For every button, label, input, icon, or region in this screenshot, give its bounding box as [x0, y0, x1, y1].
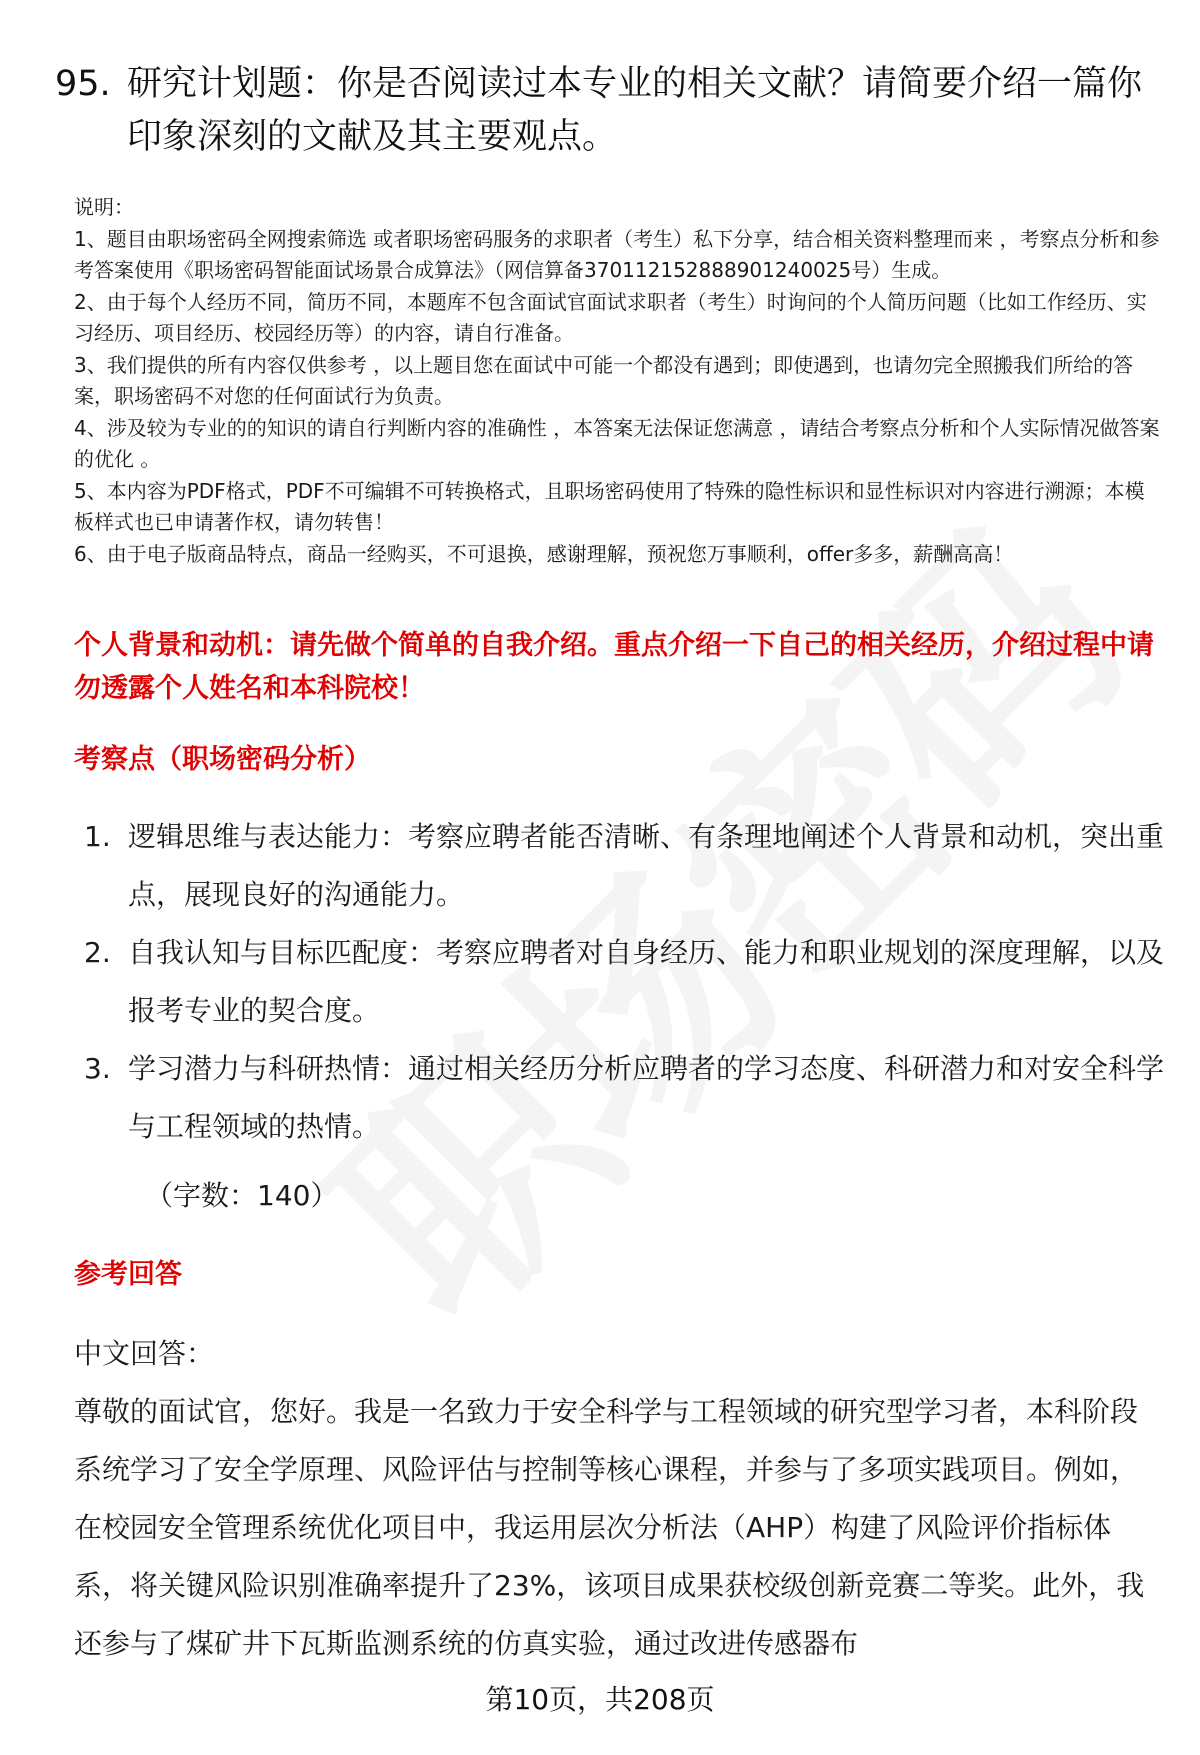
question-title — [55, 58, 1155, 164]
point-text: 学习潜力与科研热情：通过相关经历分析应聘者的学习态度、科研潜力和对安全科学与工程领域的热情。 — [128, 1052, 1165, 1143]
point-number: 1. — [84, 820, 111, 853]
word-count: （字数：140） — [145, 1179, 339, 1212]
reference-answer — [74, 1325, 1164, 1673]
note-item-3: 3、我们提供的所有内容仅供参考 ，以上题目您在面试中可能一个都没有遇到；即使遇到，也请勿完全照搬我们所给的答案，职场密码不对您的任何面试行为负责。 — [74, 352, 1134, 408]
analysis-heading: 考察点（职场密码分析） — [74, 744, 371, 775]
analysis-point-2 — [74, 924, 1164, 1040]
note-item-6: 6、由于电子版商品特点，商品一经购买，不可退换，感谢理解，预祝您万事顺利，offer多多，薪酬高高！ — [74, 541, 1014, 566]
reference-heading: 参考回答 — [74, 1259, 182, 1290]
question-text: 研究计划题：你是否阅读过本专业的相关文献？请简要介绍一篇你印象深刻的文献及其主要观点。 — [127, 64, 1143, 157]
answer-body: 尊敬的面试官，您好。我是一名致力于安全科学与工程领域的研究型学习者，本科阶段系统学习了安全学原理、风险评估与控制等核心课程，并参与了多项实践项目。例如，在校园安全管理系统优化项目中，我运用层次分析法（AHP）构建了风险评价指标体系，将关键风险识别准确率提升了23%，该项目成果获校级创新竞赛二等奖。此外，我还参与了煤矿井下瓦斯监测系统的仿真实验，通过改进传感器布 — [74, 1395, 1145, 1660]
notes-heading: 说明： — [74, 195, 134, 219]
analysis-point-3 — [74, 1040, 1164, 1156]
question-number: 95. — [55, 64, 111, 104]
analysis-points — [74, 808, 1164, 1156]
background-heading: 个人背景和动机：请先做个简单的自我介绍。重点介绍一下自己的相关经历，介绍过程中请勿透露个人姓名和本科院校！ — [74, 630, 1154, 704]
note-item-2: 2、由于每个人经历不同，简历不同，本题库不包含面试官面试求职者（考生）时询问的个人简历问题（比如工作经历、实习经历、项目经历、校园经历等）的内容，请自行准备。 — [74, 289, 1147, 345]
note-item-4: 4、涉及较为专业的的知识的请自行判断内容的准确性 ，本答案无法保证您满意 ，请结合考察点分析和个人实际情况做答案的优化 。 — [74, 415, 1160, 471]
point-text: 逻辑思维与表达能力：考察应聘者能否清晰、有条理地阐述个人背景和动机，突出重点，展现良好的沟通能力。 — [128, 820, 1165, 911]
note-item-5: 5、本内容为PDF格式，PDF不可编辑不可转换格式，且职场密码使用了特殊的隐性标识和显性标识对内容进行溯源；本模板样式也已申请著作权，请勿转售！ — [74, 478, 1145, 534]
note-item-1: 1、题目由职场密码全网搜索筛选 或者职场密码服务的求职者（考生）私下分享，结合相关资料整理而来 ，考察点分析和参考答案使用《职场密码智能面试场景合成算法》（网信算备370112152888901240025号）生成。 — [74, 226, 1160, 282]
point-number: 3. — [84, 1052, 111, 1085]
point-number: 2. — [84, 936, 111, 969]
notes-block — [74, 192, 1160, 570]
analysis-point-1 — [74, 808, 1164, 924]
answer-label: 中文回答： — [74, 1337, 215, 1370]
page-footer: 第10页，共208页 — [485, 1683, 715, 1716]
point-text: 自我认知与目标匹配度：考察应聘者对自身经历、能力和职业规划的深度理解，以及报考专业的契合度。 — [128, 936, 1165, 1027]
